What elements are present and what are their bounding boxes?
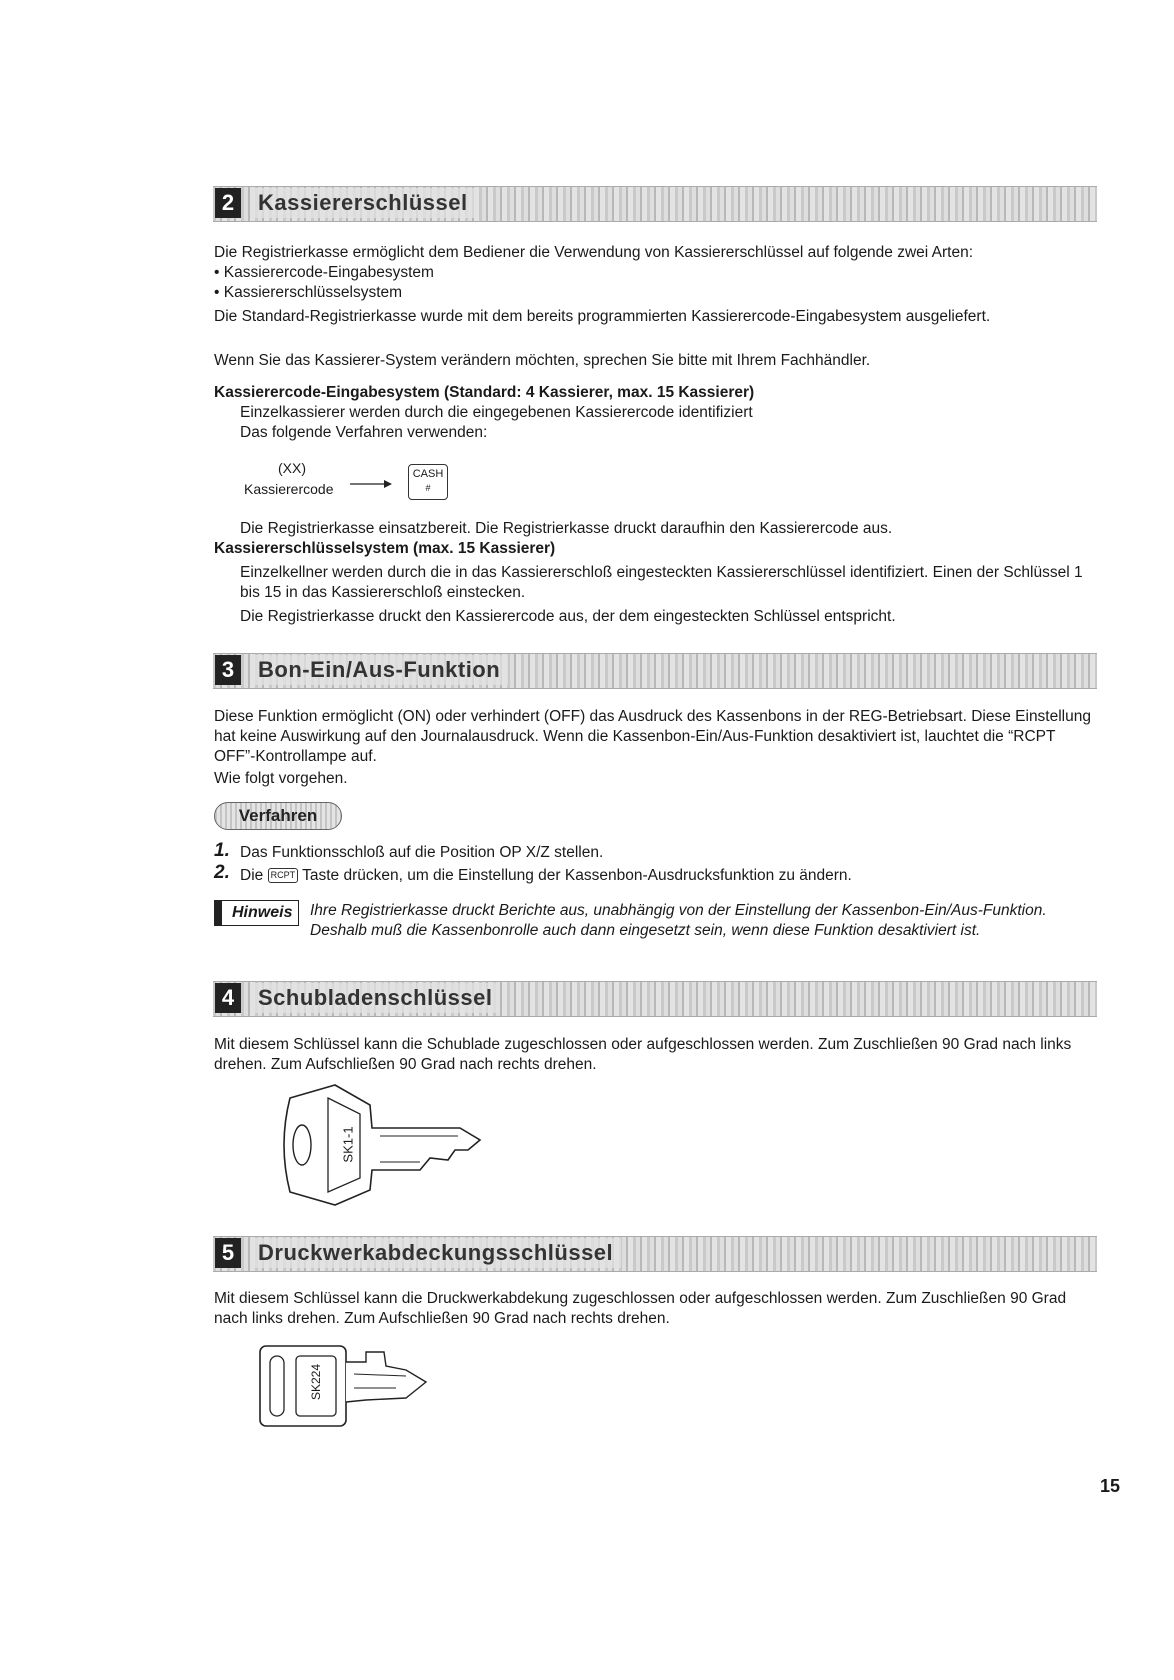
section-2-paragraph-2: Die Standard-Registrierkasse wurde mit dem bereits programmierten Kassierercode-Eingabesystem ausgeliefert. [214,308,991,325]
section-4-title: Schubladenschlüssel [250,983,500,1013]
printer-cover-key-label: SK224 [309,1363,323,1401]
section-2-sub1-line1: Einzelkassierer werden durch die eingegebenen Kassierercode identifiziert [240,404,753,421]
diagram-code-label: Kassierercode [244,481,334,497]
section-4-number: 4 [215,983,241,1013]
section-3-paragraph-2: Wie folgt vorgehen. [214,770,348,787]
section-3-title: Bon-Ein/Aus-Funktion [250,655,508,685]
cash-key-label: CASH [412,468,444,480]
drawer-key-label: SK1-1 [340,1126,356,1163]
note-text: Ihre Registrierkasse druckt Berichte aus, unabhängig von der Einstellung der Kassenbon-Ein/Aus-Funktion. Deshalb muß die Kassenbonrolle auch dann eingesetzt sein, wenn diese Funktion desaktiviert ist. [310,902,1047,939]
section-2-number: 2 [215,188,241,218]
section-2-bullet-2: • Kassiererschlüsselsystem [214,284,403,301]
section-5-paragraph: Mit diesem Schlüssel kann die Druckwerkabdekung zugeschlossen oder aufgeschlossen werden. Zum Zuschließen 90 Grad nach links drehen. Zum Aufschließen 90 Grad nach rechts drehen. [214,1290,1067,1327]
drawer-key-icon [280,1080,500,1210]
section-5-title: Druckwerkabdeckungsschlüssel [250,1238,621,1268]
section-4-paragraph: Mit diesem Schlüssel kann die Schublade zugeschlossen oder aufgeschlossen werden. Zum Zuschließen 90 Grad nach links drehen. Zum Aufschließen 90 Grad nach rechts drehen. [214,1036,1072,1073]
section-2-sub2-heading: Kassiererschlüsselsystem (max. 15 Kassierer) [214,540,556,557]
section-2-bullet-1: • Kassierercode-Eingabesystem [214,264,434,281]
section-3-number: 3 [215,655,241,685]
section-2-title: Kassiererschlüssel [250,188,476,218]
section-3-paragraph-1: Diese Funktion ermöglicht (ON) oder verhindert (OFF) das Ausdruck des Kassenbons in der REG-Betriebsart. Diese Einstellung hat keine Auswirkung auf den Journalausdruck. Wenn die Kassenbon-Ein/Aus-Funktion desaktiviert ist, lauchtet die “RCPT OFF”-Kontrollampe auf. [214,708,1091,765]
section-2-intro: Die Registrierkasse ermöglicht dem Bediener die Verwendung von Kassiererschlüssel auf folgende zwei Arten: [214,244,974,261]
step-2-number: 2. [214,862,230,883]
step-2-post: Taste drücken, um die Einstellung der Kassenbon-Ausdrucksfunktion zu ändern. [302,867,852,884]
procedure-label: Verfahren [214,802,342,830]
rcpt-key-icon: RCPT [268,868,299,883]
section-2-sub1-line3: Die Registrierkasse einsatzbereit. Die Registrierkasse druckt daraufhin den Kassierercode aus. [240,520,893,537]
arrow-right-icon [350,478,392,490]
step-2-pre: Die [240,867,264,884]
section-2-sub2-line1: Einzelkellner werden durch die in das Kassiererschloß eingesteckten Kassiererschlüssel identifiziert. Einen der Schlüssel 1 bis 15 in das Kassiererschloß einstecken. [240,564,1083,601]
step-1-text: Das Funktionsschloß auf die Position OP X/Z stellen. [240,844,604,861]
section-2-sub2-line2: Die Registrierkasse druckt den Kassierercode aus, der dem eingesteckten Schlüssel entspricht. [240,608,896,625]
diagram-code: (XX) [278,460,306,476]
step-2-text [240,866,852,886]
note-label: Hinweis [214,900,299,926]
section-5-number: 5 [215,1238,241,1268]
printer-cover-key-icon [256,1340,436,1430]
cash-key-sublabel: # [425,483,431,493]
cashier-code-diagram [240,460,460,504]
step-1-number: 1. [214,840,230,861]
cash-key-icon [408,464,448,500]
page-number: 15 [1100,1476,1121,1496]
section-2-sub1-heading: Kassierercode-Eingabesystem (Standard: 4 Kassierer, max. 15 Kassierer) [214,384,755,401]
section-2-sub1-line2: Das folgende Verfahren verwenden: [240,424,488,441]
section-2-paragraph-3: Wenn Sie das Kassierer-System verändern möchten, sprechen Sie bitte mit Ihrem Fachhändler. [214,352,871,369]
